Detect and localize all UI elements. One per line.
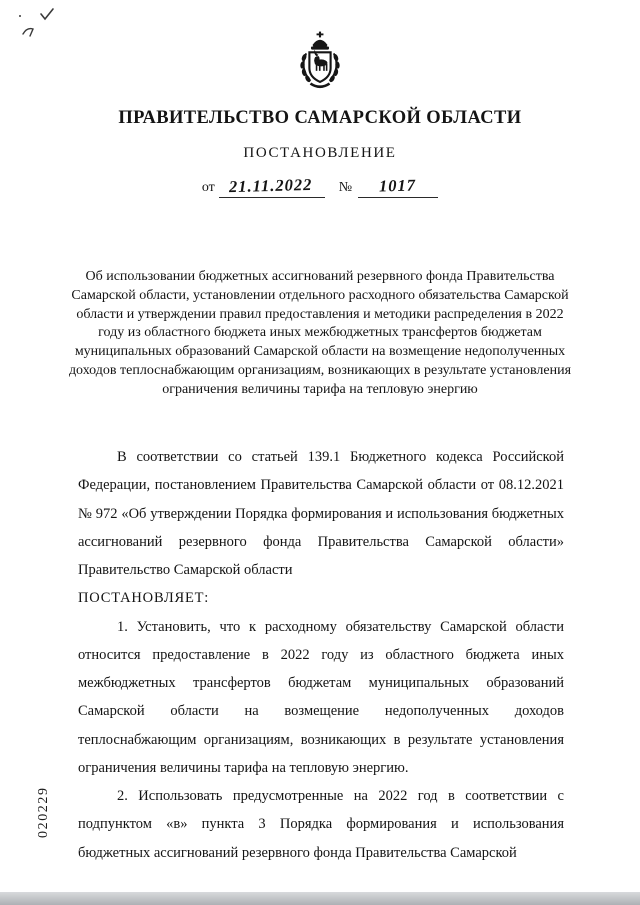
number-value: 1017: [378, 175, 416, 196]
coat-of-arms-icon: [288, 30, 352, 105]
resolves-line: ПОСТАНОВЛЯЕТ:: [78, 590, 210, 607]
date-value: 21.11.2022: [228, 174, 313, 197]
document-subject: Об использовании бюджетных ассигнований резервного фонда Правительства Самарской области, установлении отдельного расходного обязательства Самарской области и утверждении правил предоставления и методики распределения в 2022 году из областного бюджета иных межбюджетных трансфертов бюджетам муниципальных образований Самарской области на возмещение недополученных доходов теплоснабжающим организациям, возникающих в результате установления ограничения величины тарифа на тепловую энергию: [68, 269, 572, 397]
scan-edge: [0, 892, 640, 905]
date-label: от: [201, 180, 215, 195]
item-1-paragraph: 1. Установить, что к расходному обязательству Самарской области относится предоставление в 2022 году из областного бюджета иных межбюджетных трансфертов бюджетам муниципальных образований Самарской области на возмещение недополученных доходов теплоснабжающим организациям, возникающих в результате установления ограничения величины тарифа на тепловую энергию.: [78, 618, 564, 776]
authority-title: ПРАВИТЕЛЬСТВО САМАРСКОЙ ОБЛАСТИ: [118, 108, 522, 128]
registration-code: 020229: [36, 786, 51, 838]
document-type: ПОСТАНОВЛЕНИЕ: [243, 145, 397, 161]
document-body: [78, 443, 564, 867]
item-2-paragraph: 2. Использовать предусмотренные на 2022 год в соответствии с подпунктом «в» пункта 3 Порядка формирования и использования бюджетных ассигнований резервного фонда Правительства Самарской: [78, 788, 564, 861]
date-number-line: [0, 176, 640, 198]
number-label: №: [338, 180, 353, 195]
intro-paragraph: В соответствии со статьей 139.1 Бюджетного кодекса Российской Федерации, постановлением Правительства Самарской области от 08.12.2021 № 972 «Об утверждении Порядка формирования и использования бюджетных ассигнований резервного фонда Правительства Самарской области» Правительство Самарской области: [78, 449, 564, 579]
